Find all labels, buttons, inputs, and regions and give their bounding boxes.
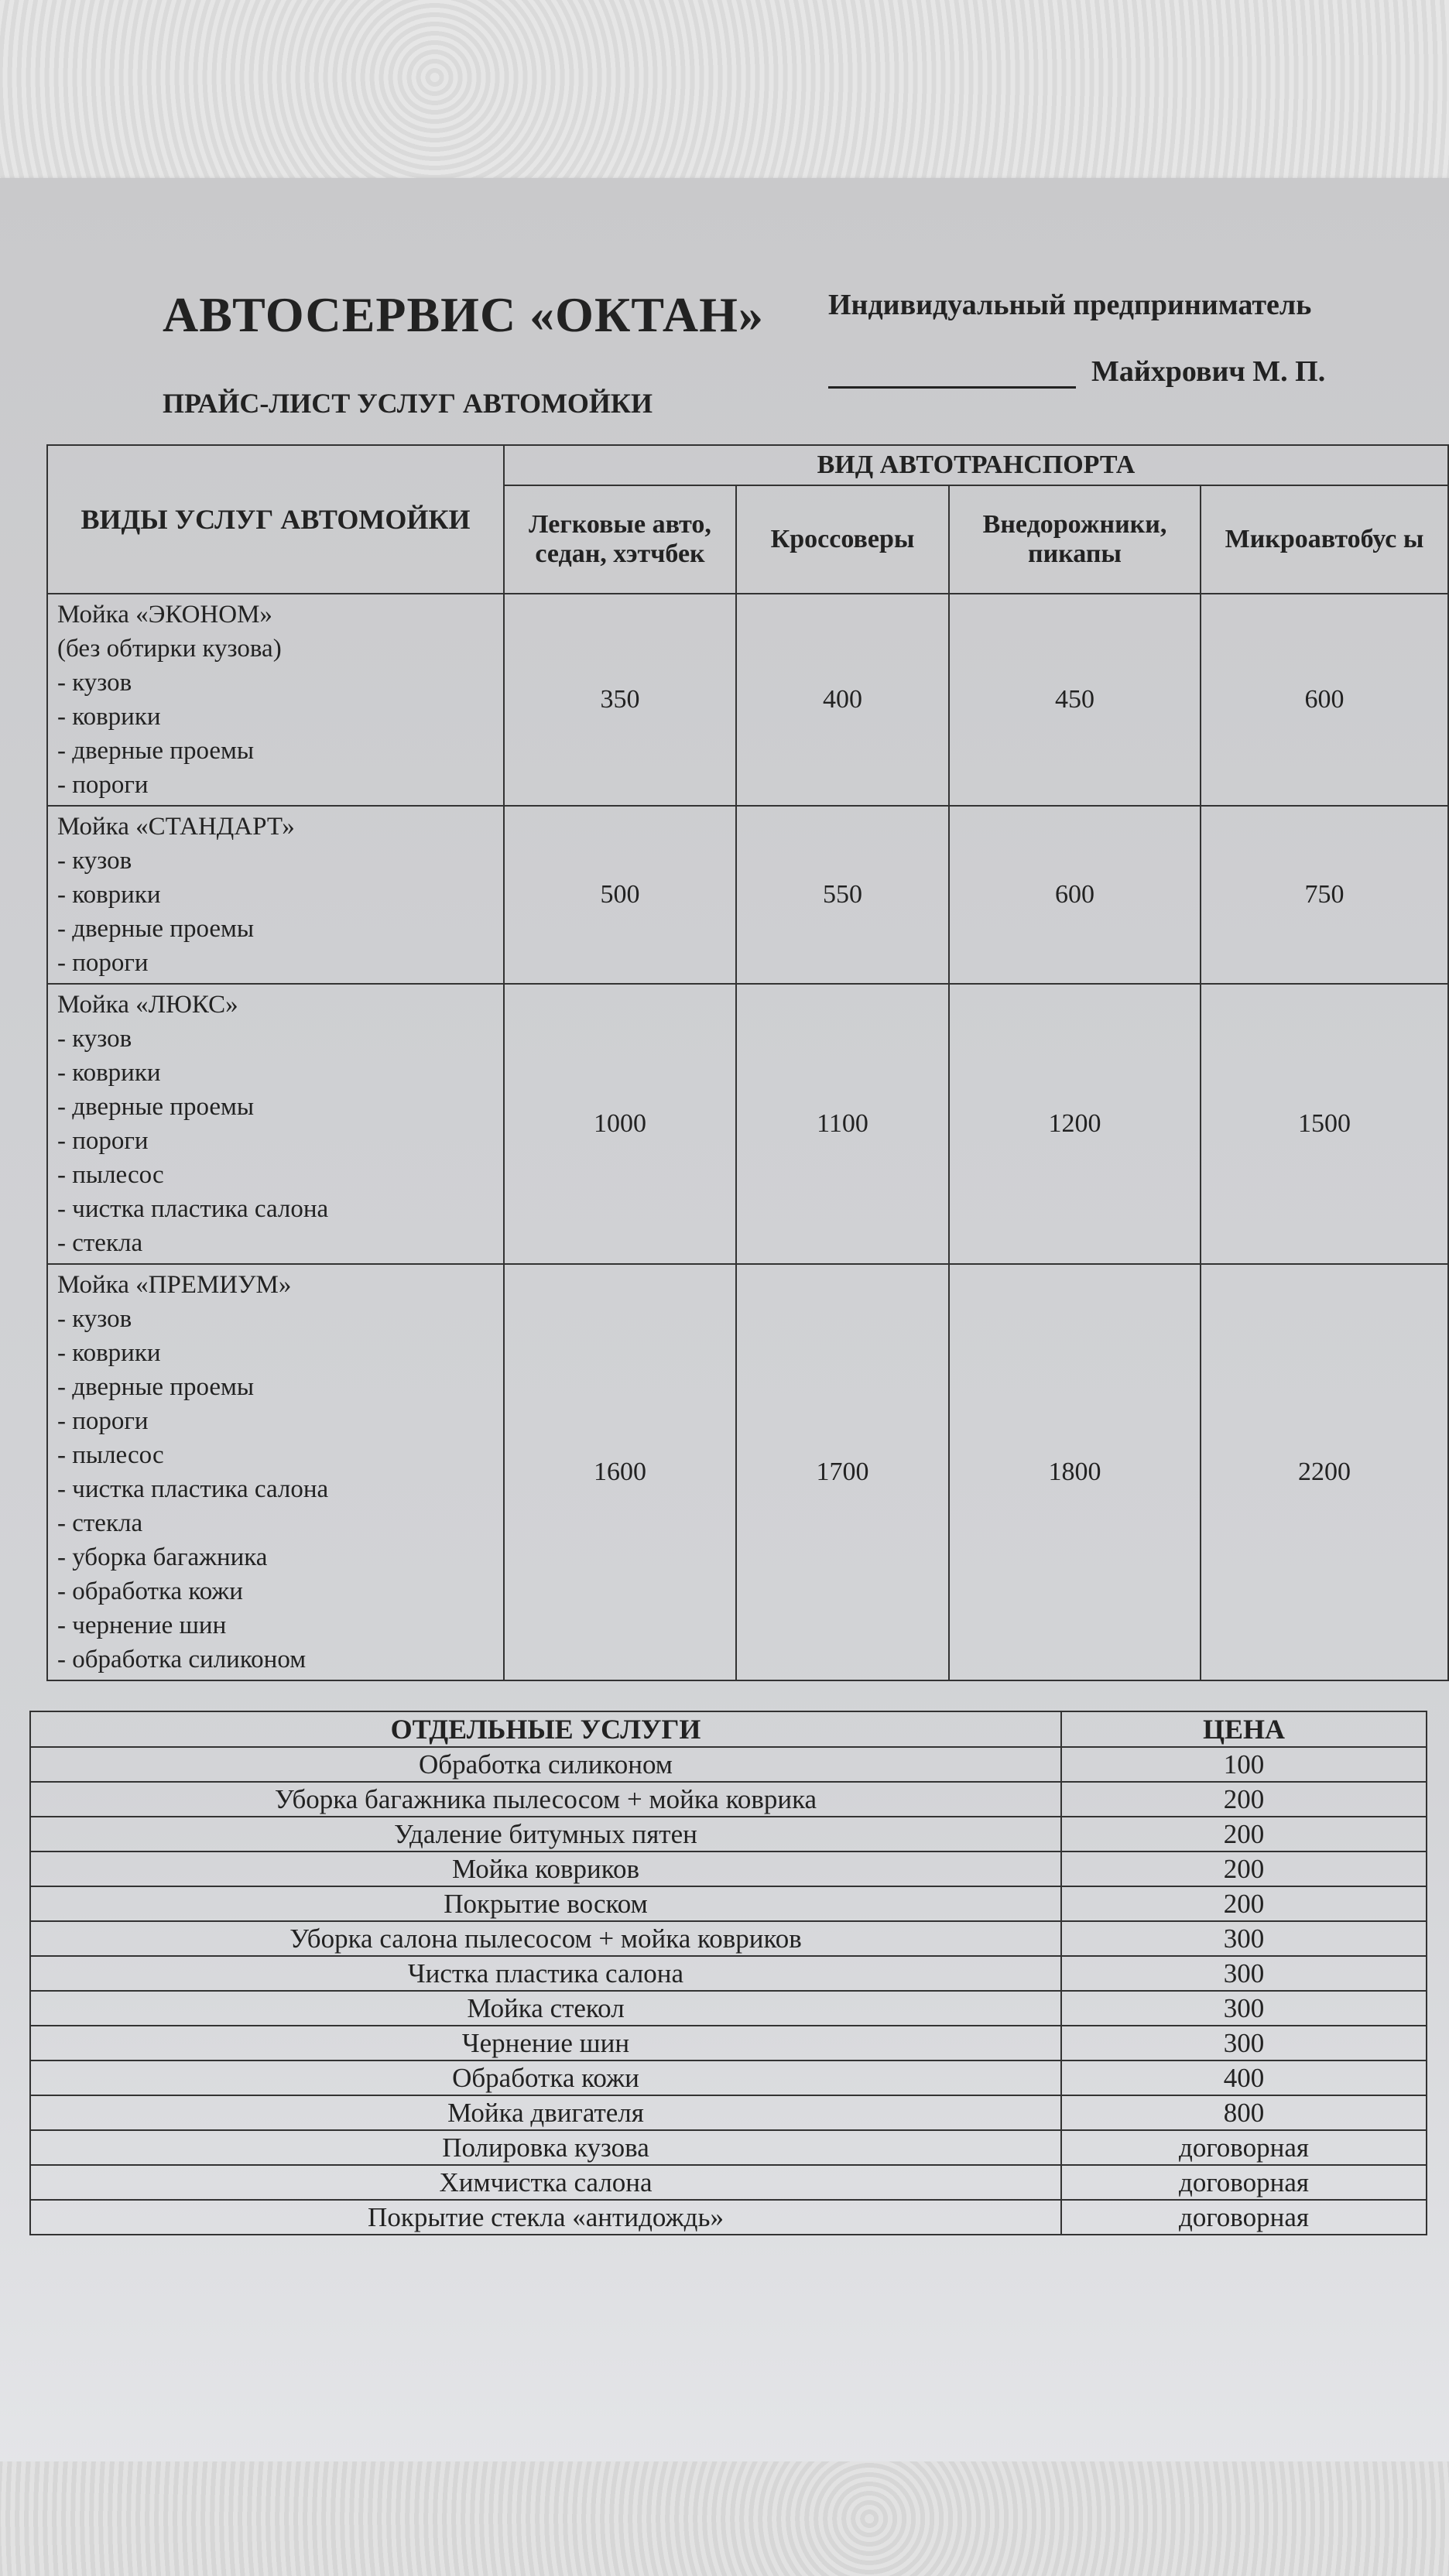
service-line: Мойка «ЛЮКС» — [57, 991, 238, 1019]
extra-service-price: 300 — [1061, 1921, 1427, 1956]
service-row — [47, 806, 1448, 984]
extra-service-row — [30, 1852, 1427, 1886]
price-cell: 1700 — [736, 1264, 949, 1680]
price-cell: 400 — [736, 594, 949, 806]
extra-service-row — [30, 2060, 1427, 2095]
service-row — [47, 594, 1448, 806]
extra-service-price: 200 — [1061, 1817, 1427, 1852]
owner-line — [828, 355, 1416, 389]
vehicle-header-suv: Внедорожники, пикапы — [949, 485, 1201, 594]
service-description — [47, 594, 504, 806]
foam-backdrop-bottom — [0, 2461, 1449, 2576]
service-line: - стекла — [57, 1509, 143, 1537]
main-table-body — [47, 594, 1448, 1680]
foam-backdrop-top — [0, 0, 1449, 194]
page-subtitle: ПРАЙС-ЛИСТ УСЛУГ АВТОМОЙКИ — [163, 388, 653, 419]
extra-table-body — [30, 1747, 1427, 2235]
service-line: Мойка «ЭКОНОМ» — [57, 601, 272, 629]
service-line: - обработка силиконом — [57, 1646, 307, 1673]
owner-name: Майхрович М. П. — [1091, 355, 1326, 388]
extra-service-name: Мойка ковриков — [30, 1852, 1061, 1886]
service-line: - кузов — [57, 1305, 132, 1333]
extra-services-table — [29, 1711, 1427, 2235]
header-left — [163, 286, 764, 420]
extra-service-price: 300 — [1061, 1991, 1427, 2026]
service-line: - стекла — [57, 1229, 143, 1257]
extra-service-name: Обработка кожи — [30, 2060, 1061, 2095]
extra-service-header: ОТДЕЛЬНЫЕ УСЛУГИ — [30, 1711, 1061, 1747]
service-row — [47, 1264, 1448, 1680]
vehicle-header-minibus: Микроавтобус ы — [1201, 485, 1448, 594]
service-line: - коврики — [57, 1339, 161, 1367]
extra-service-row — [30, 1782, 1427, 1817]
service-description — [47, 984, 504, 1264]
extra-service-row — [30, 2095, 1427, 2130]
price-cell: 350 — [504, 594, 736, 806]
price-cell: 1800 — [949, 1264, 1201, 1680]
services-column-header: ВИДЫ УСЛУГ АВТОМОЙКИ — [47, 445, 504, 594]
service-line: - дверные проемы — [57, 737, 255, 765]
service-line: - пороги — [57, 1407, 149, 1435]
extra-service-name: Полировка кузова — [30, 2130, 1061, 2165]
service-line: - пылесос — [57, 1441, 164, 1469]
price-cell: 1100 — [736, 984, 949, 1264]
service-line: - дверные проемы — [57, 915, 255, 943]
extra-service-row — [30, 1747, 1427, 1782]
extra-service-name: Мойка стекол — [30, 1991, 1061, 2026]
extra-service-price: договорная — [1061, 2200, 1427, 2235]
service-line: - коврики — [57, 881, 161, 909]
service-line: - обработка кожи — [57, 1577, 243, 1605]
extra-price-header: ЦЕНА — [1061, 1711, 1427, 1747]
service-line: - дверные проемы — [57, 1093, 255, 1121]
service-line: - чистка пластика салона — [57, 1195, 329, 1223]
extra-service-name: Чернение шин — [30, 2026, 1061, 2060]
price-cell: 1600 — [504, 1264, 736, 1680]
extra-service-price: 200 — [1061, 1852, 1427, 1886]
header-right — [828, 288, 1416, 389]
service-line: - уборка багажника — [57, 1543, 268, 1571]
vehicle-header-passenger: Легковые авто, седан, хэтчбек — [504, 485, 736, 594]
service-line: - коврики — [57, 1059, 161, 1087]
service-line: Мойка «ПРЕМИУМ» — [57, 1271, 292, 1299]
service-line: - кузов — [57, 669, 132, 697]
extra-service-price: 400 — [1061, 2060, 1427, 2095]
price-cell: 600 — [949, 806, 1201, 984]
service-line: (без обтирки кузова) — [57, 635, 282, 663]
extra-service-row — [30, 1886, 1427, 1921]
extra-service-row — [30, 1921, 1427, 1956]
extra-service-name: Уборка салона пылесосом + мойка ковриков — [30, 1921, 1061, 1956]
service-line: - кузов — [57, 1025, 132, 1053]
service-line: Мойка «СТАНДАРТ» — [57, 813, 295, 841]
service-line: - коврики — [57, 703, 161, 731]
extra-service-price: 800 — [1061, 2095, 1427, 2130]
extra-service-price: 200 — [1061, 1886, 1427, 1921]
extra-service-row — [30, 1817, 1427, 1852]
extra-service-price: 200 — [1061, 1782, 1427, 1817]
extra-service-row — [30, 2130, 1427, 2165]
extra-service-name: Мойка двигателя — [30, 2095, 1061, 2130]
extra-service-price: 300 — [1061, 2026, 1427, 2060]
car-wash-price-table — [46, 444, 1449, 1681]
price-cell: 1500 — [1201, 984, 1448, 1264]
price-cell: 550 — [736, 806, 949, 984]
entrepreneur-label: Индивидуальный предприниматель — [828, 289, 1312, 321]
extra-service-price: 300 — [1061, 1956, 1427, 1991]
price-cell: 1200 — [949, 984, 1201, 1264]
service-line: - пороги — [57, 771, 149, 799]
extra-service-price: договорная — [1061, 2165, 1427, 2200]
extra-service-name: Чистка пластика салона — [30, 1956, 1061, 1991]
price-cell: 750 — [1201, 806, 1448, 984]
extra-service-row — [30, 2026, 1427, 2060]
price-cell: 450 — [949, 594, 1201, 806]
service-line: - пороги — [57, 1127, 149, 1155]
service-line: - дверные проемы — [57, 1373, 255, 1401]
extra-service-name: Химчистка салона — [30, 2165, 1061, 2200]
extra-service-name: Обработка силиконом — [30, 1747, 1061, 1782]
price-cell: 500 — [504, 806, 736, 984]
vehicle-type-header: ВИД АВТОТРАНСПОРТА — [504, 445, 1448, 485]
extra-service-row — [30, 2200, 1427, 2235]
extra-service-name: Покрытие воском — [30, 1886, 1061, 1921]
extra-service-row — [30, 1956, 1427, 1991]
extra-service-name: Удаление битумных пятен — [30, 1817, 1061, 1852]
vehicle-header-crossover: Кроссоверы — [736, 485, 949, 594]
service-line: - чернение шин — [57, 1612, 227, 1639]
extra-service-row — [30, 2165, 1427, 2200]
page-title: АВТОСЕРВИС «ОКТАН» — [163, 287, 764, 342]
service-description — [47, 1264, 504, 1680]
extra-service-row — [30, 1991, 1427, 2026]
price-cell: 1000 — [504, 984, 736, 1264]
extra-service-price: 100 — [1061, 1747, 1427, 1782]
service-line: - кузов — [57, 847, 132, 875]
price-cell: 600 — [1201, 594, 1448, 806]
extra-service-name: Уборка багажника пылесосом + мойка коврика — [30, 1782, 1061, 1817]
price-cell: 2200 — [1201, 1264, 1448, 1680]
service-line: - пороги — [57, 949, 149, 977]
service-description — [47, 806, 504, 984]
extra-service-name: Покрытие стекла «антидождь» — [30, 2200, 1061, 2235]
service-line: - пылесос — [57, 1161, 164, 1189]
extra-service-price: договорная — [1061, 2130, 1427, 2165]
signature-blank — [828, 363, 1076, 389]
service-row — [47, 984, 1448, 1264]
service-line: - чистка пластика салона — [57, 1475, 329, 1503]
